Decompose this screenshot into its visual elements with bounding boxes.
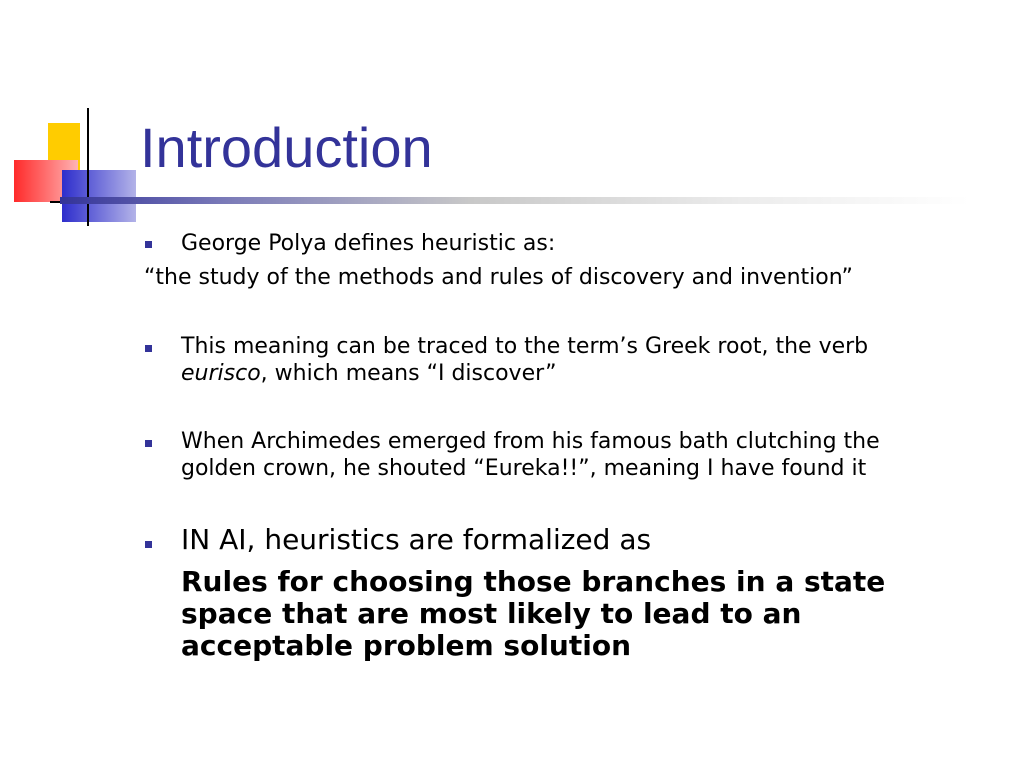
bullet-marker (145, 345, 152, 352)
bullet1-quote: “the study of the methods and rules of discovery and invention” (144, 265, 853, 290)
bullet1-text: George Polya defines heuristic as: (181, 231, 556, 256)
bullet2-line2-rest: , which means “I discover” (260, 361, 557, 386)
bullet2-line2 (181, 360, 556, 387)
decorative-logo (0, 0, 150, 240)
bullet4-bold-line2: space that are most likely to lead to an (181, 597, 802, 630)
bullet2-italic-term: eurisco (181, 361, 261, 386)
bullet-marker (145, 440, 152, 447)
title-divider (60, 197, 970, 204)
bullet4-text: IN AI, heuristics are formalized as (181, 523, 652, 556)
bullet2-line1: This meaning can be traced to the term’s Greek root, the verb (181, 334, 869, 359)
logo-blue-square (62, 170, 136, 222)
bullet4-bold-line1: Rules for choosing those branches in a state (181, 565, 886, 598)
bullet3-line1: When Archimedes emerged from his famous bath clutching the (181, 429, 880, 454)
bullet3-line2: golden crown, he shouted “Eureka!!”, meaning I have found it (181, 456, 867, 481)
bullet4-bold-line3: acceptable problem solution (181, 629, 632, 662)
slide-title: Introduction (140, 116, 433, 179)
bullet-marker (145, 541, 152, 548)
bullet-marker (145, 241, 152, 248)
